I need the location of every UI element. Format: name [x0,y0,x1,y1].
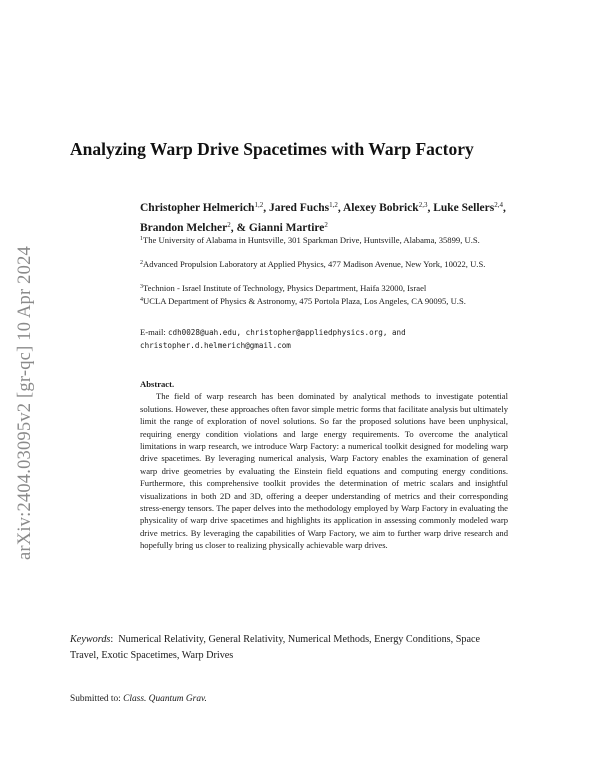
author: Jared Fuchs$^{1,2}$, [268,201,343,214]
paper-title: Analyzing Warp Drive Spacetimes with Warp Factory [70,139,474,159]
keywords-text: Numerical Relativity, General Relativity, Numerical Methods, Energy Conditions, Space Travel, Exotic Spacetimes, Warp Drives [70,634,481,661]
author: Christopher Helmerich$^{1,2}$, [140,201,269,214]
affiliation: $^3$Technion - Israel Institute of Technology, Physics Department, Haifa 32000, Israel [140,283,427,293]
arxiv-identifier-stamp: arXiv:2404.03095v2 [gr-qc] 10 Apr 2024 [15,246,35,560]
affiliation: $^2$Advanced Propulsion Laboratory at Applied Physics, 477 Madison Avenue, New York, 10022, U.S. [140,259,486,269]
submitted-label: Submitted to: [70,694,121,704]
author: Luke Sellers$^{2,4}$, [433,201,506,214]
email-address[interactable]: christopher.d.helmerich@gmail.com [140,341,291,350]
abstract-text: The field of warp research has been dominated by analytical methods to investigate potential solutions. However, these approaches often favor simple metric forms that facilitate analysis but ultimately limit the range of exploration of novel solutions. So far the proposed solutions have been unphysical, requiring energy condition violations and large energy requirements. To overcome the analytical limitations in warp research, we introduce Warp Factory: a numerical toolkit designed for modeling warp drive spacetimes. By leveraging numerical analysis, Warp Factory enables the examination of general warp drive geometries by evaluating the Einstein field equations and computing energy conditions. Furthermore, this comprehensive toolkit provides the determination of metric scalars and insightful visualizations in both 2D and 3D, offering a deeper understanding of metrics and their corresponding stress-energy tensors. The paper delves into the methodology employed by Warp Factory in evaluating the physicality of warp drive spacetimes and highlights its application in assessing commonly modeled warp drive metrics. By leveraging the capabilities of Warp Factory, we aim to further warp drive research and hopefully bring us closer to realizing physically achievable warp drives. [140,391,508,551]
journal-name: Class. Quantum Grav. [123,694,207,704]
abstract-heading: Abstract. [140,379,175,389]
affiliation: $^4$UCLA Department of Physics & Astronomy, 475 Portola Plaza, Los Angeles, CA 90095, U.S. [140,296,466,306]
keywords: Keywords: Numerical Relativity, General Relativity, Numerical Methods, Energy Conditions, Space Travel, Exotic Spacetimes, Warp Drives [70,634,481,661]
abstract [140,378,508,552]
keywords-label: Keywords [70,634,111,645]
contact-email [140,326,520,352]
affiliation: $^1$The University of Alabama in Huntsville, 301 Sparkman Drive, Huntsville, Alabama, 35899, U.S. [140,235,480,245]
author: Gianni Martire$^2$ [248,221,328,234]
email-label: E-mail: [140,327,166,337]
submission-note [70,693,470,706]
email-address[interactable]: cdh0028@uah.edu, christopher@appliedphysics.org, and [167,328,406,337]
author-list [140,197,520,237]
author: Brandon Melcher$^2$, & [140,221,249,234]
author: Alexey Bobrick$^{2,3}$, [343,201,434,214]
